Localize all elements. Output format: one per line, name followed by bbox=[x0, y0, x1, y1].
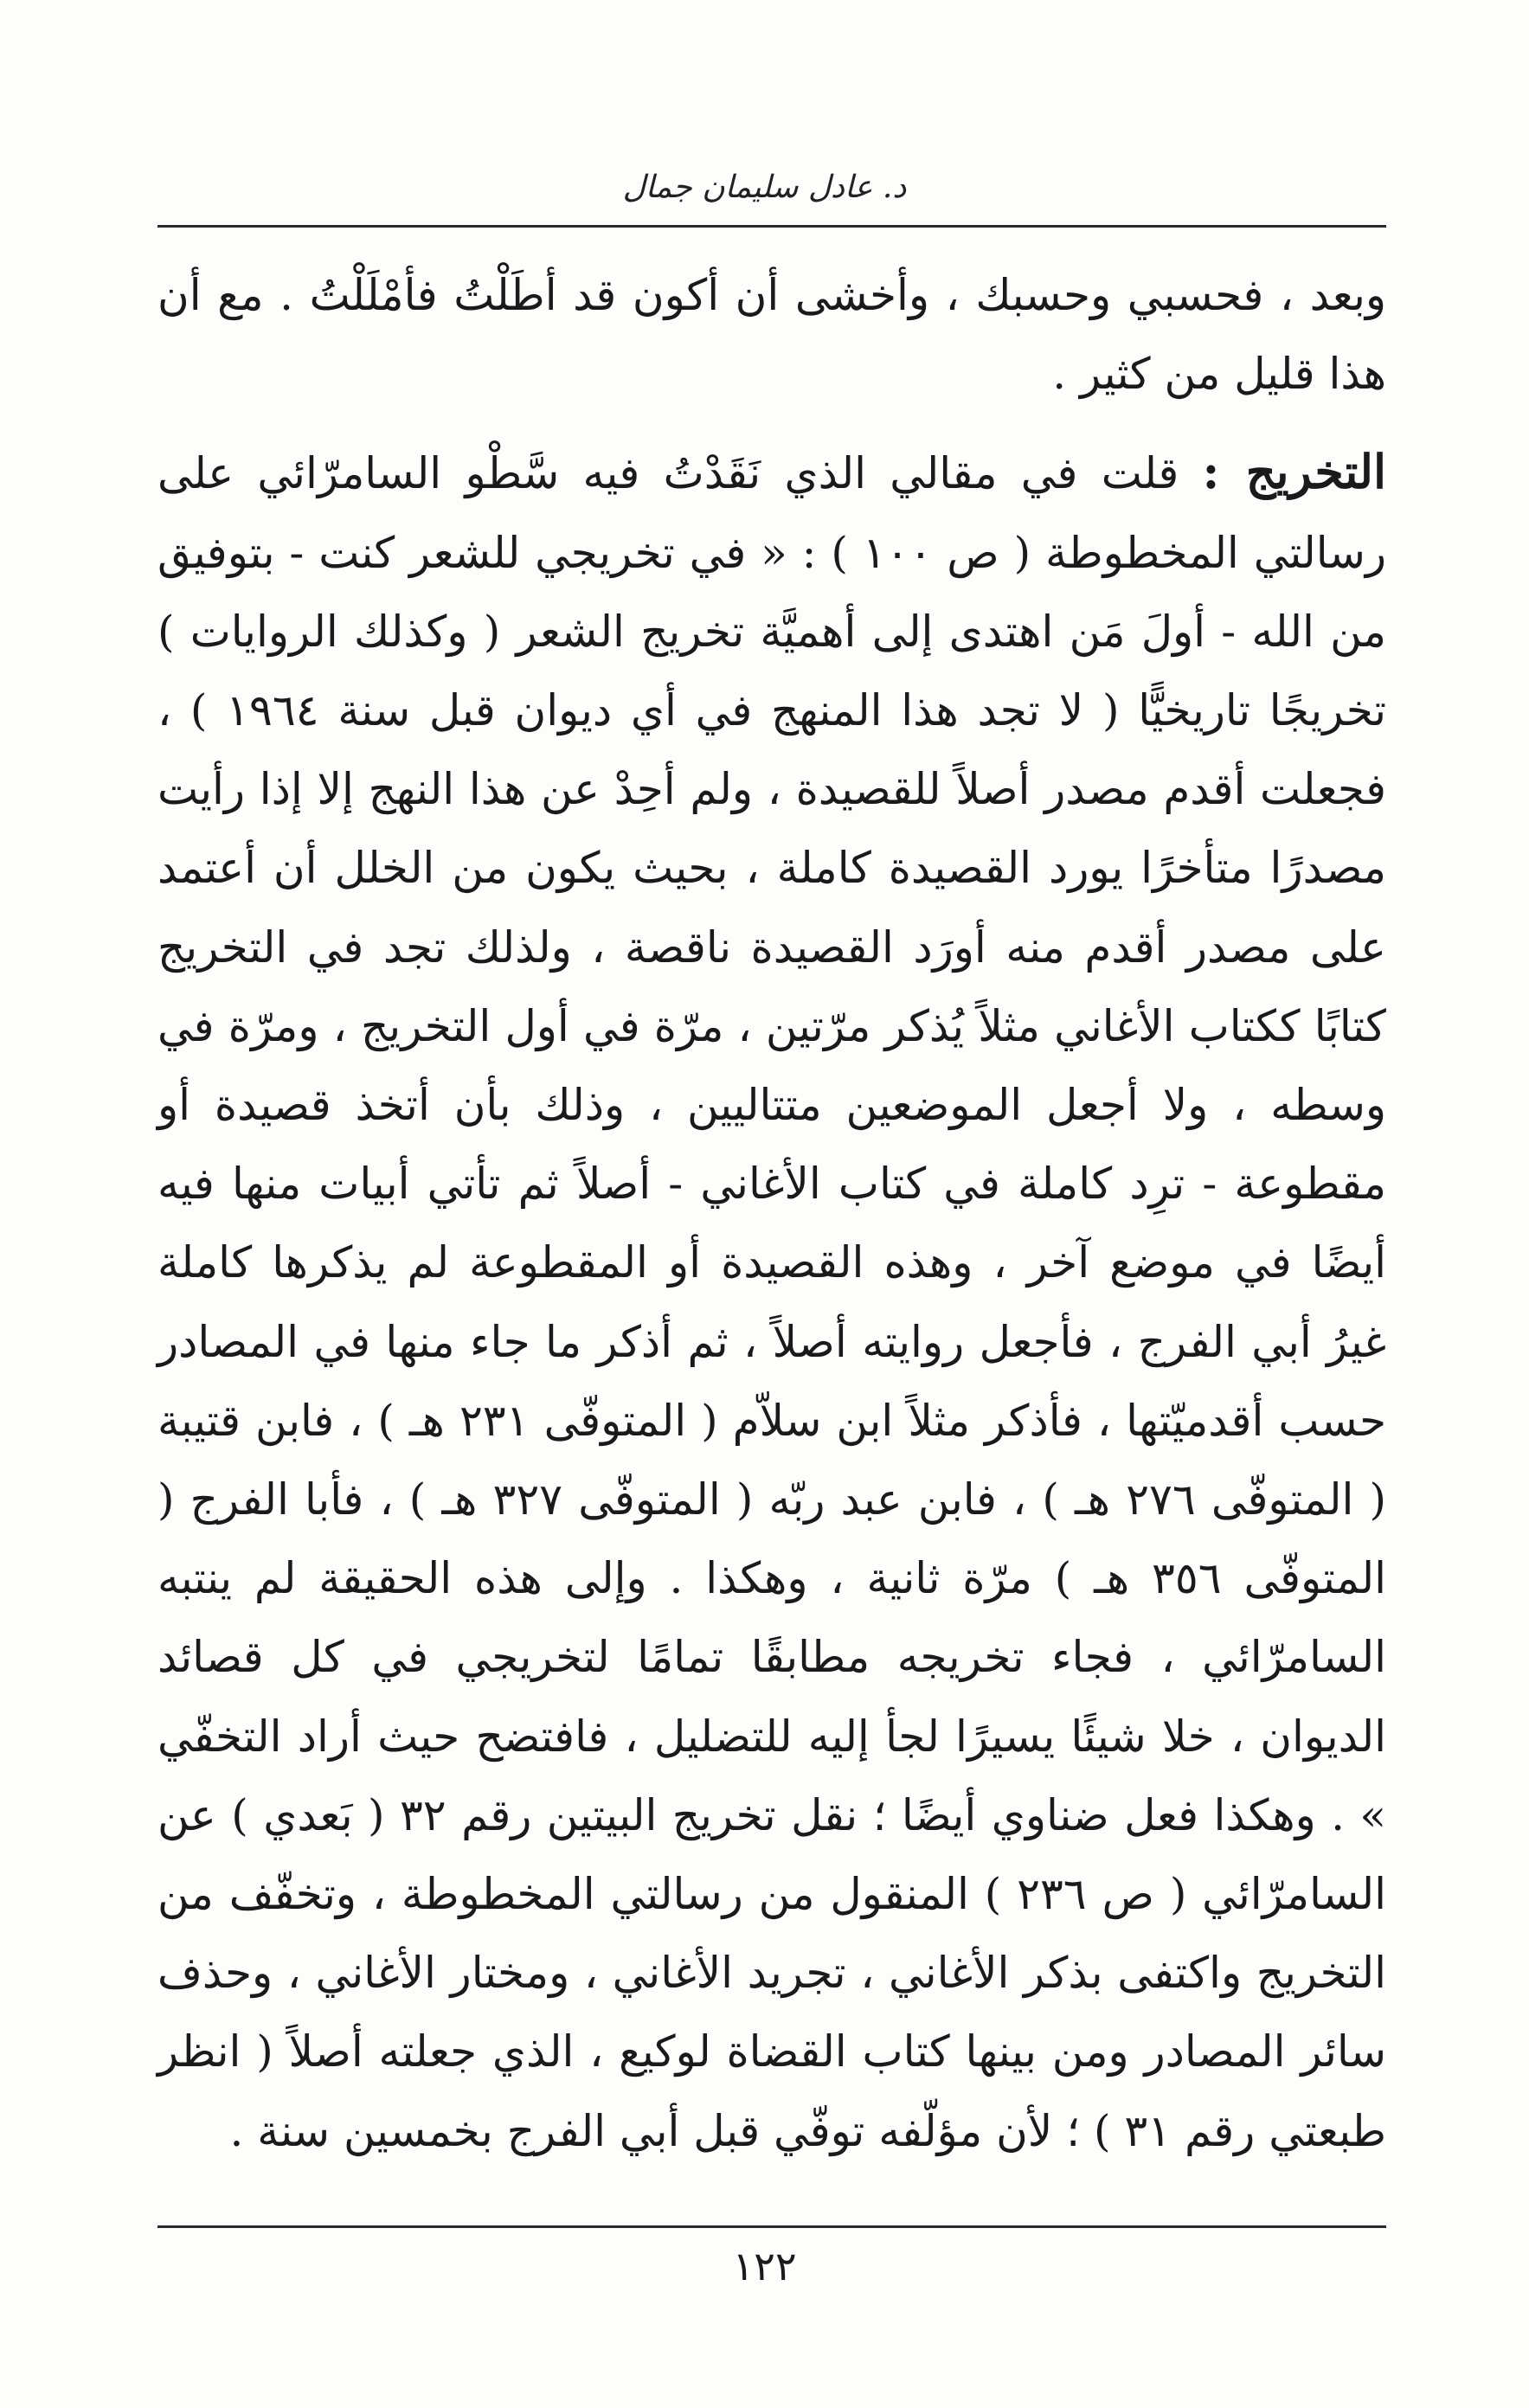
running-head: د. عادل سليمان جمال bbox=[622, 170, 907, 205]
header-rule bbox=[157, 225, 1386, 228]
paragraph-1 bbox=[157, 256, 1386, 414]
paragraph-2-text: قلت في مقالي الذي نَقَدْتُ فيه سَّطْو السامرّائي على رسالتي المخطوطة ( ص ١٠٠ ) : « في تخريجي للشعر كنت - بتوفيق من الله - أولَ مَن اهتدى إلى أهميَّة تخريج الشعر ( وكذلك الروايات ) تخريجًا تاريخيًّا ( لا تجد هذا المنهج في أي ديوان قبل سنة ١٩٦٤ ) ، فجعلت أقدم مصدر أصلاً للقصيدة ، ولم أحِدْ عن هذا النهج إلا إذا رأيت مصدرًا متأخرًا يورد القصيدة كاملة ، بحيث يكون من الخلل أن أعتمد على مصدر أقدم منه أورَد القصيدة ناقصة ، ولذلك تجد في التخريج كتابًا ككتاب الأغاني مثلاً يُذكر مرّتين ، مرّة في أول التخريج ، ومرّة في وسطه ، ولا أجعل الموضعين متتاليين ، وذلك بأن أتخذ قصيدة أو مقطوعة - ترِد كاملة في كتاب الأغاني - أصلاً ثم تأتي أبيات منها فيه أيضًا في موضع آخر ، وهذه القصيدة أو المقطوعة لم يذكرها كاملة غيرُ أبي الفرج ، فأجعل روايته أصلاً ، ثم أذكر ما جاء منها في المصادر حسب أقدميّتها ، فأذكر مثلاً ابن سلاّم ( المتوفّى ٢٣١ هـ ) ، فابن قتيبة ( المتوفّى ٢٧٦ هـ ) ، فابن عبد ربّه ( المتوفّى ٣٢٧ هـ ) ، فأبا الفرج ( المتوفّى ٣٥٦ هـ ) مرّة ثانية ، وهكذا . وإلى هذه الحقيقة لم ينتبه السامرّائي ، فجاء تخريجه مطابقًا تمامًا لتخريجي في كل قصائد الديوان ، خلا شيئًا يسيرًا لجأ إليه للتضليل ، فافتضح حيث أراد التخفّي » . وهكذا فعل ضناوي أيضًا ؛ نقل تخريج البيتين رقم ٣٢ ( بَعدي ) عن السامرّائي ( ص ٢٣٦ ) المنقول من رسالتي المخطوطة ، وتخفّف من التخريج واكتفى بذكر الأغاني ، تجريد الأغاني ، ومختار الأغاني ، وحذف سائر المصادر ومن بينها كتاب القضاة لوكيع ، الذي جعلته أصلاً ( انظر طبعتي رقم ٣١ ) ؛ لأن مؤلّفه توفّي قبل أبي الفرج بخمسين سنة . bbox=[157, 448, 1387, 2156]
body-text bbox=[157, 256, 1386, 2171]
footer-rule bbox=[157, 2225, 1386, 2228]
section-lead-term: التخريج : bbox=[1202, 444, 1386, 500]
page-number: ١٢٢ bbox=[732, 2243, 797, 2289]
paragraph-1-text: وبعد ، فحسبي وحسبك ، وأخشى أن أكون قد أطَلْتُ فأمْلَلْتُ . مع أن هذا قليل من كثير . bbox=[157, 270, 1386, 400]
paragraph-2 bbox=[157, 433, 1386, 2170]
